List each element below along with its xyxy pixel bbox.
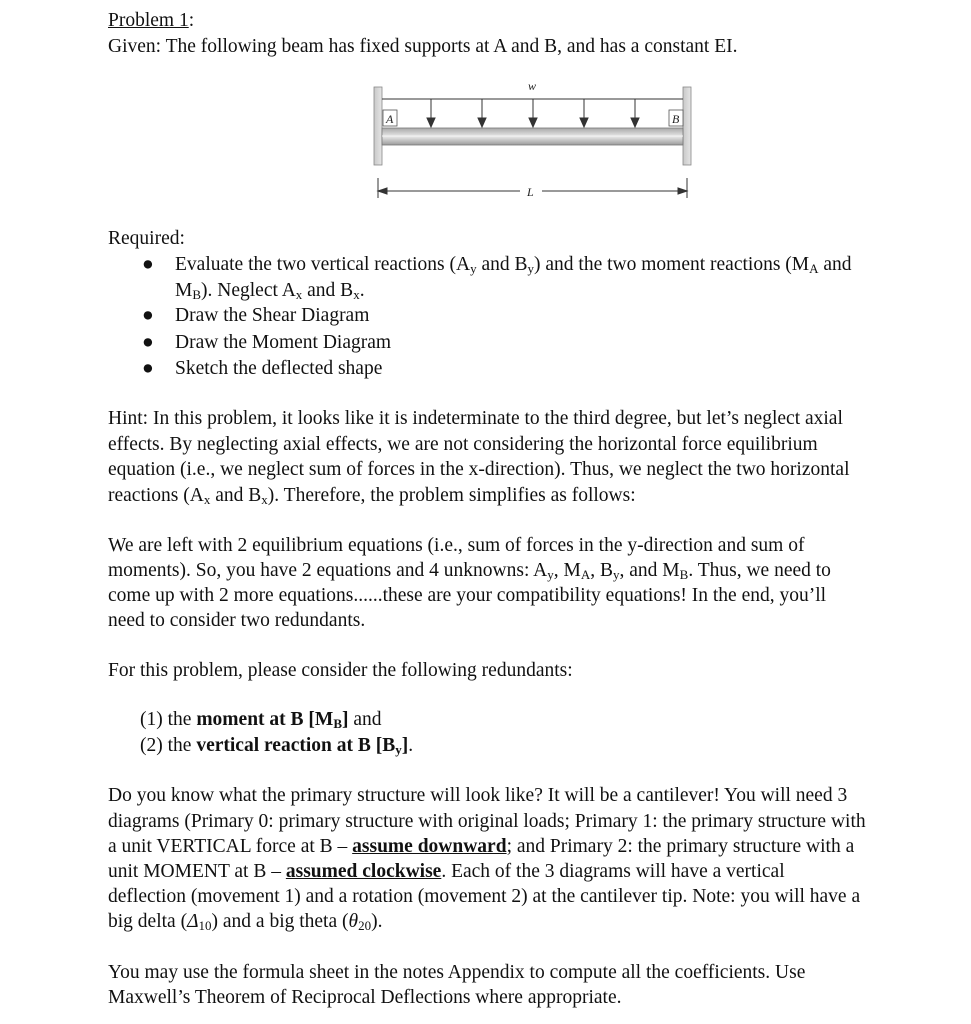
- sub: A: [809, 261, 819, 276]
- sub: x: [203, 492, 211, 507]
- b3-text: Draw the Moment Diagram: [175, 332, 392, 353]
- sub: 20: [358, 918, 372, 933]
- label-b: B: [672, 112, 680, 126]
- b1-text: ) and the two moment reactions (M: [534, 254, 810, 275]
- t: θ: [348, 911, 359, 932]
- t: vertical reaction at B [B: [196, 735, 396, 756]
- bullet-dot: ●: [142, 332, 154, 353]
- t: , B: [590, 560, 614, 581]
- t: ]: [401, 735, 409, 756]
- left-line-2: [108, 558, 831, 584]
- t: big delta (: [108, 911, 188, 932]
- problem-title: [108, 8, 194, 34]
- t: ]: [342, 709, 349, 730]
- beam-figure: [360, 80, 705, 205]
- t: reactions (A: [108, 485, 204, 506]
- given-statement: Given: The following beam has fixed supports at A and B, and has a constant EI.: [108, 36, 738, 57]
- b4-text: Sketch the deflected shape: [175, 358, 383, 379]
- t: unit MOMENT at B –: [108, 861, 286, 882]
- t: and: [348, 709, 382, 730]
- primary-line-3: [108, 834, 854, 860]
- problem-title-text: Problem 1: [108, 10, 189, 31]
- t: moments). So, you have 2 equations and 4 unknowns: A: [108, 560, 548, 581]
- t: assume downward: [352, 836, 507, 857]
- b1-text: and B: [476, 254, 528, 275]
- redundant-2: [140, 733, 413, 759]
- sub: 10: [198, 918, 212, 933]
- for-problem-line: For this problem, please consider the following redundants:: [108, 660, 573, 681]
- bullet-4: [142, 356, 383, 382]
- sub: y: [395, 742, 402, 757]
- b2-text: Draw the Shear Diagram: [175, 305, 370, 326]
- sub: y: [527, 261, 535, 276]
- sub: x: [261, 492, 268, 507]
- left-line-1: We are left with 2 equilibrium equations (i.e., sum of forces in the y-direction and sum of: [108, 535, 805, 556]
- primary-line-1: Do you know what the primary structure will look like? It will be a cantilever! You will need 3: [108, 785, 848, 806]
- hint-line-3: equation (i.e., we neglect sum of forces in the x-direction). Thus, we neglect the two horizontal: [108, 459, 850, 480]
- t: . Each of the 3 diagrams will have a vertical: [441, 861, 785, 882]
- formula-line-2: Maxwell’s Theorem of Reciprocal Deflections where appropriate.: [108, 987, 622, 1008]
- t: a unit VERTICAL force at B –: [108, 836, 353, 857]
- t: . Thus, we need to: [688, 560, 831, 581]
- t: (1) the: [140, 709, 197, 730]
- hint-line-4: [108, 483, 636, 509]
- load-arrows: [427, 99, 639, 127]
- primary-line-4: [108, 859, 785, 885]
- sub: B: [333, 716, 342, 731]
- t: ; and Primary 2: the primary structure with a: [506, 836, 855, 857]
- primary-line-2: diagrams (Primary 0: primary structure with original loads; Primary 1: the primary structure with: [108, 811, 866, 832]
- b1-text: .: [359, 280, 365, 301]
- bullet-dot: ●: [142, 305, 154, 326]
- bullet-1: [142, 252, 852, 278]
- label-a: A: [386, 112, 394, 126]
- formula-line-1: You may use the formula sheet in the notes Appendix to compute all the coefficients. Use: [108, 962, 806, 983]
- left-line-3: come up with 2 more equations......these are your compatibility equations! In the end, you’ll: [108, 585, 827, 606]
- bullet-2: [142, 303, 370, 329]
- b1-text: M: [175, 280, 193, 301]
- label-l: L: [527, 185, 534, 199]
- t: , M: [553, 560, 581, 581]
- t: ).: [371, 911, 383, 932]
- t: ). Therefore, the problem simplifies as follows:: [267, 485, 636, 506]
- bullet-dot: ●: [142, 358, 154, 379]
- primary-line-5: deflection (movement 1) and a rotation (movement 2) at the cantilever tip. Note: you will have a: [108, 886, 861, 907]
- right-wall: [683, 87, 691, 165]
- sub: A: [580, 567, 591, 582]
- sub: y: [547, 567, 554, 582]
- t: moment at B [M: [196, 709, 334, 730]
- left-wall: [374, 87, 382, 165]
- sub: B: [679, 567, 689, 582]
- t: (2) the: [140, 735, 197, 756]
- t: .: [408, 735, 414, 756]
- bullet-3: [142, 330, 392, 356]
- sub: x: [295, 287, 303, 302]
- sub: y: [470, 261, 477, 276]
- label-w: w: [528, 80, 537, 93]
- b1-text: and B: [302, 280, 354, 301]
- t: assumed clockwise: [285, 861, 442, 882]
- redundant-1: [140, 707, 382, 733]
- sub: y: [613, 567, 620, 582]
- bullet-dot: ●: [142, 254, 154, 275]
- hint-line-2: effects. By neglecting axial effects, we are not considering the horizontal force equilibrium: [108, 434, 818, 455]
- primary-line-6: [108, 909, 382, 935]
- left-line-4: need to consider two redundants.: [108, 610, 366, 631]
- t: , and M: [619, 560, 680, 581]
- sub: x: [353, 287, 360, 302]
- title-colon: :: [188, 10, 195, 31]
- bullet-1-cont: [175, 278, 365, 304]
- b1-text: ). Neglect A: [201, 280, 296, 301]
- sub: B: [192, 287, 202, 302]
- t: Δ: [187, 911, 199, 932]
- t: and B: [210, 485, 262, 506]
- b1-text: Evaluate the two vertical reactions (A: [175, 254, 471, 275]
- t: ) and a big theta (: [211, 911, 349, 932]
- hint-line-1: Hint: In this problem, it looks like it is indeterminate to the third degree, but let’s neglect axial: [108, 408, 843, 429]
- b1-text: and: [818, 254, 852, 275]
- required-heading: Required:: [108, 228, 185, 249]
